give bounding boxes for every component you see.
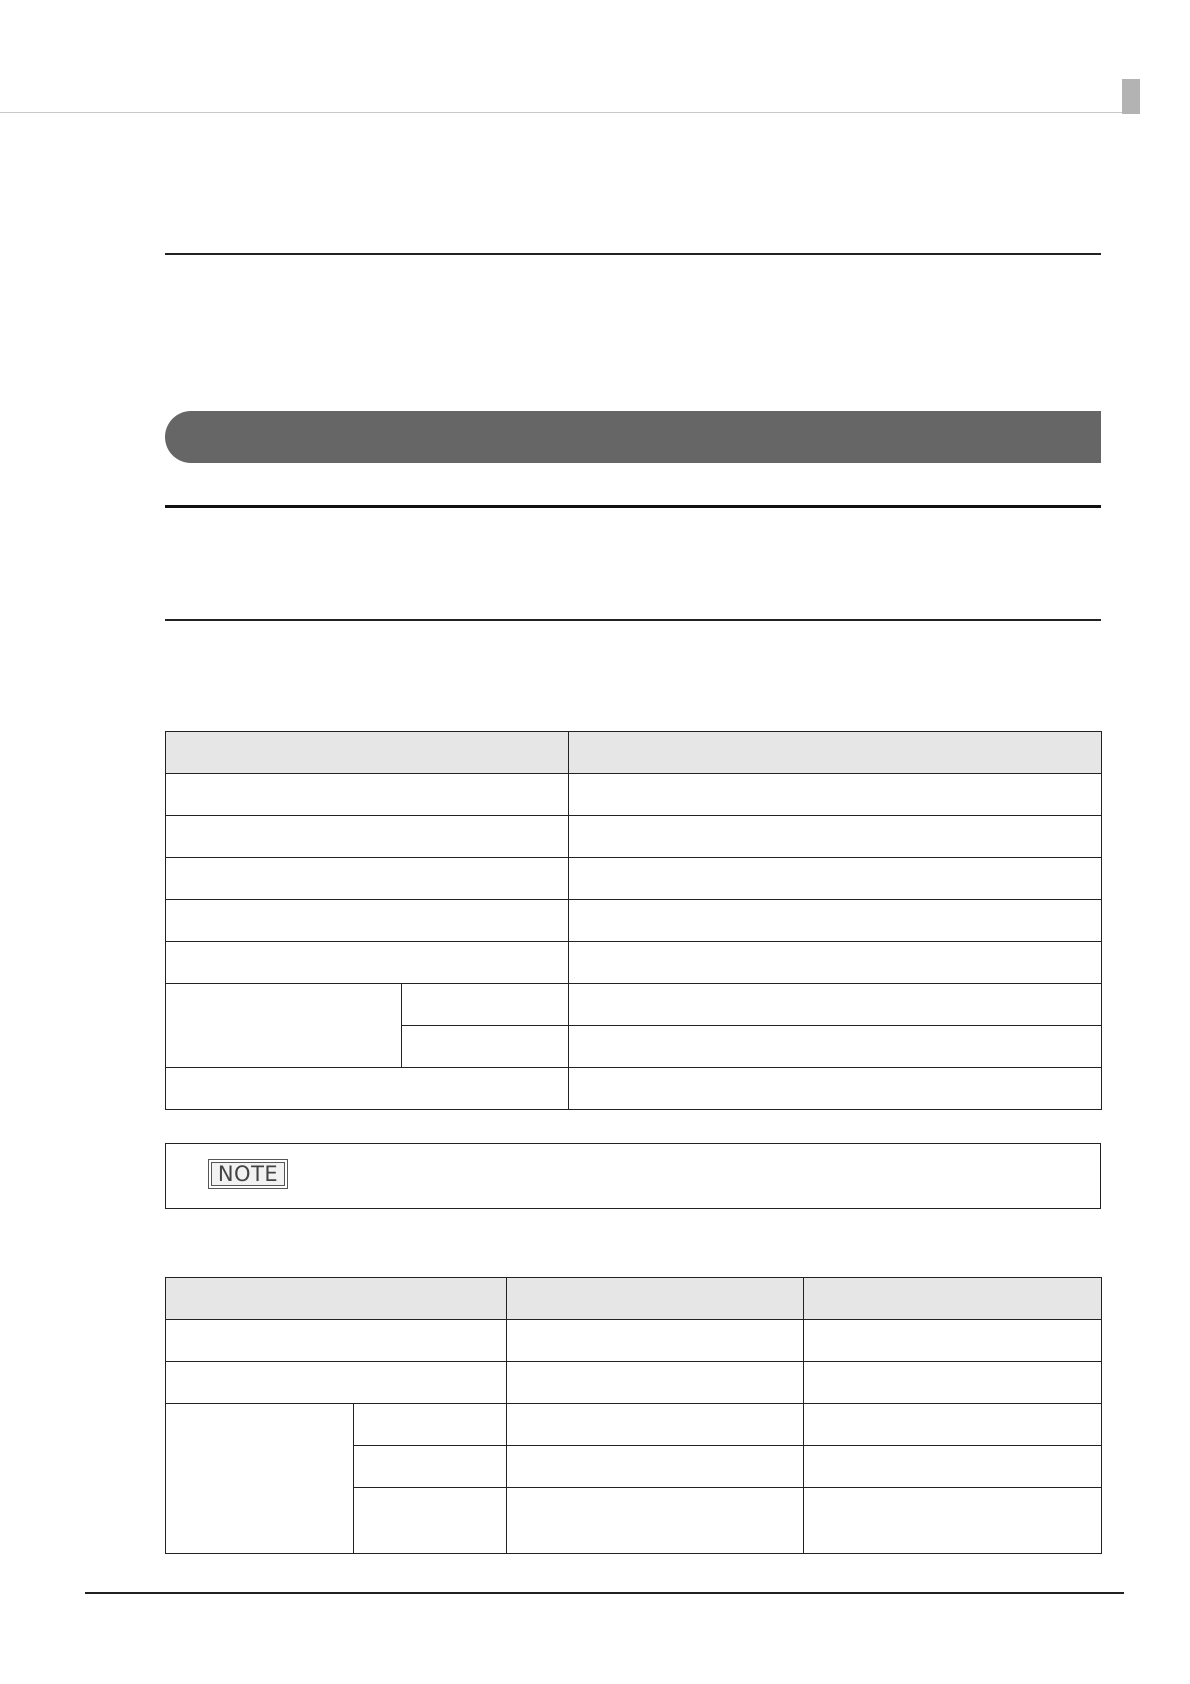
table-row [166, 858, 1102, 900]
table-cell [507, 1320, 804, 1362]
table-cell [166, 774, 569, 816]
table-cell [507, 1362, 804, 1404]
table-cell [166, 816, 569, 858]
table-row [166, 774, 1102, 816]
table-cell [166, 1068, 569, 1110]
table-cell [569, 1068, 1102, 1110]
note-badge [208, 1159, 288, 1189]
table-group-cell [166, 984, 402, 1068]
table-cell [166, 858, 569, 900]
table-cell [569, 858, 1102, 900]
table-header-cell [166, 732, 569, 774]
chapter-banner [165, 411, 1101, 463]
table-cell [166, 1320, 507, 1362]
table-cell [354, 1446, 507, 1488]
page-edge-tab [1122, 79, 1140, 114]
table-cell [402, 984, 569, 1026]
table-cell [402, 1026, 569, 1068]
table-cell [354, 1488, 507, 1554]
table-row [166, 1362, 1102, 1404]
table-header-cell [804, 1278, 1102, 1320]
table-cell [507, 1446, 804, 1488]
table-cell [166, 942, 569, 984]
spec-table-2 [165, 1277, 1102, 1554]
table-header-cell [166, 1278, 507, 1320]
table-row [166, 1068, 1102, 1110]
table-cell [804, 1362, 1102, 1404]
note-box [165, 1143, 1101, 1209]
table-cell [569, 984, 1102, 1026]
subsection-rule [165, 619, 1101, 621]
table-cell [569, 1026, 1102, 1068]
table-header-cell [569, 732, 1102, 774]
table-cell [569, 774, 1102, 816]
table-cell [804, 1320, 1102, 1362]
table-row [166, 984, 1102, 1026]
header-rule [0, 112, 1138, 113]
section-heading-rule [165, 505, 1101, 508]
table-row [166, 816, 1102, 858]
table-cell [569, 900, 1102, 942]
table-header-row [166, 1278, 1102, 1320]
table-row [166, 1320, 1102, 1362]
table-header-cell [507, 1278, 804, 1320]
table-cell [804, 1488, 1102, 1554]
section-rule-top [165, 253, 1101, 255]
table-cell [569, 816, 1102, 858]
table-row [166, 900, 1102, 942]
table-cell [507, 1488, 804, 1554]
table-cell [804, 1404, 1102, 1446]
table-cell [166, 900, 569, 942]
table-cell [166, 1362, 507, 1404]
table-row [166, 942, 1102, 984]
table-row [166, 1404, 1102, 1446]
table-cell [354, 1404, 507, 1446]
table-cell [507, 1404, 804, 1446]
note-badge-label: NOTE [211, 1162, 285, 1186]
table-cell [569, 942, 1102, 984]
spec-table-1 [165, 731, 1102, 1110]
table-header-row [166, 732, 1102, 774]
table-cell [804, 1446, 1102, 1488]
footer-rule [85, 1592, 1124, 1594]
table-group-cell [166, 1404, 354, 1554]
